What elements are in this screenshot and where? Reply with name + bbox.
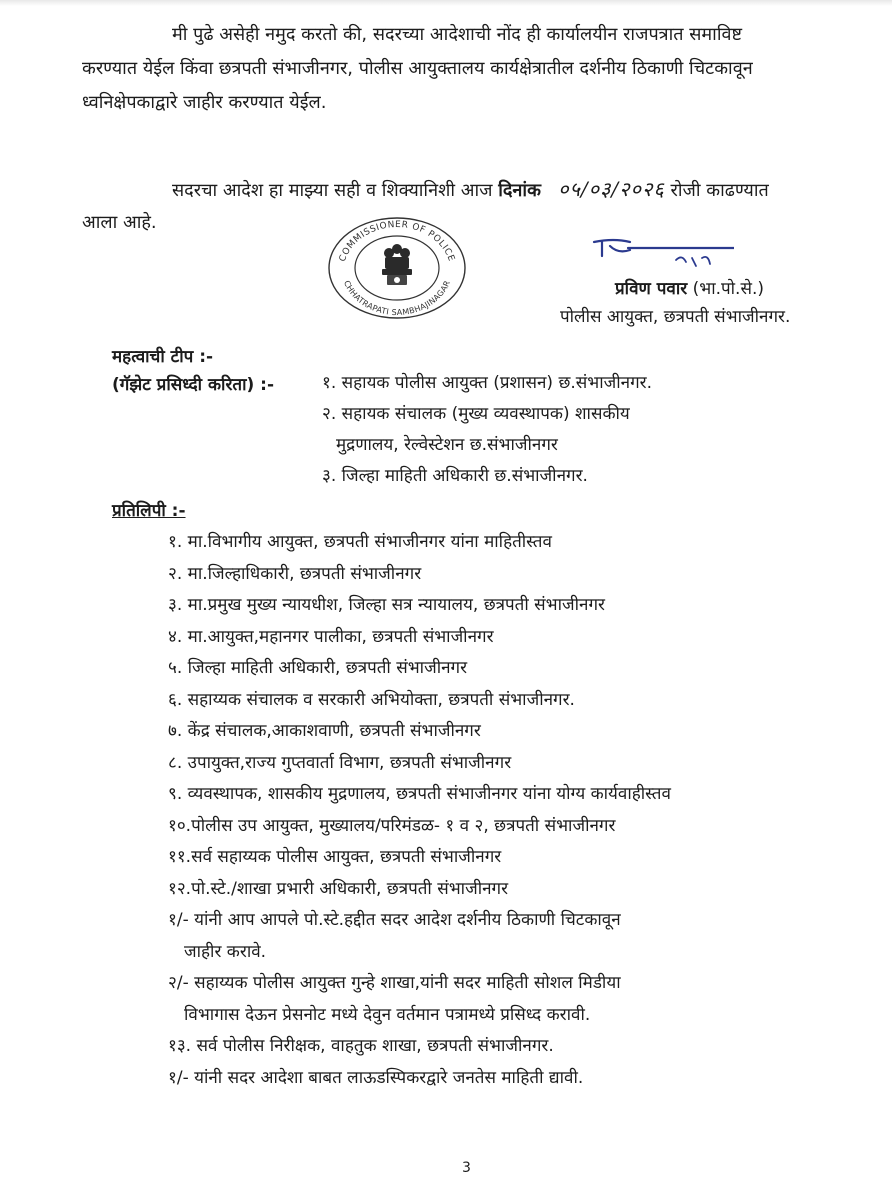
gazette-item-continuation: मुद्रणालय, रेल्वेस्टेशन छ.संभाजीनगर <box>336 435 558 455</box>
copy-item: ४. मा.आयुक्त,महानगर पालीका, छत्रपती संभाजीनगर <box>168 626 494 647</box>
copy-item: १. मा.विभागीय आयुक्त, छत्रपती संभाजीनगर यांना माहितीस्तव <box>168 532 552 552</box>
gazette-heading: (गॅझेट प्रसिध्दी करिता) :- <box>112 375 275 395</box>
copy-subitem: १/- यांनी सदर आदेशा बाबत लाऊडस्पिकरद्वारे जनतेस माहिती द्यावी. <box>168 1067 584 1088</box>
seal-bottom-text: CHHATRAPATI SAMBHAJINAGAR <box>341 279 453 318</box>
important-note-heading: महत्वाची टीप :- <box>112 347 214 367</box>
gazette-item: १. सहायक पोलीस आयुक्त (प्रशासन) छ.संभाजीनगर. <box>322 373 652 393</box>
copy-item: ५. जिल्हा माहिती अधिकारी, छत्रपती संभाजीनगर <box>168 658 468 678</box>
gazette-item: २. सहायक संचालक (मुख्य व्यवस्थापक) शासकीय <box>322 404 630 424</box>
paragraph1-line2: करण्यात येईल किंवा छत्रपती संभाजीनगर, पोलीस आयुक्तालय कार्यक्षेत्रातील दर्शनीय ठिकाणी चिटकावून <box>82 58 753 79</box>
page-number: 3 <box>462 1160 471 1176</box>
copies-list <box>168 527 671 1094</box>
page-edge-shadow <box>0 0 892 6</box>
copy-item: ८. उपायुक्त,राज्य गुप्तवार्ता विभाग, छत्रपती संभाजीनगर <box>168 752 512 773</box>
copy-subitem: १/- यांनी आप आपले पो.स्टे.हद्दीत सदर आदेश दर्शनीय ठिकाणी चिटकावून <box>168 910 621 930</box>
copy-item: ९. व्यवस्थापक, शासकीय मुद्रणालय, छत्रपती संभाजीनगर यांना योग्य कार्यवाहीस्तव <box>168 784 671 804</box>
paragraph2-post: रोजी काढण्यात <box>670 180 769 201</box>
copies-heading: प्रतिलिपी :- <box>112 501 186 521</box>
signatory-name-line <box>615 276 764 302</box>
copy-subitem: २/- सहाय्यक पोलीस आयुक्त गुन्हे शाखा,यांनी सदर माहिती सोशल मिडीया <box>168 973 621 993</box>
copy-subitem-continuation: विभागास देऊन प्रेसनोट मध्ये देवुन वर्तमान पत्रामध्ये प्रसिध्द करावी. <box>184 1004 591 1025</box>
copy-item: ६. सहाय्यक संचालक व सरकारी अभियोक्ता, छत्रपती संभाजीनगर. <box>168 689 575 710</box>
signatory-service: (भा.पो.से.) <box>692 279 764 299</box>
paragraph1-line1: मी पुढे असेही नमुद करतो की, सदरच्या आदेशाची नोंद ही कार्यालयीन राजपत्रात समाविष्ट <box>172 24 743 45</box>
signatory-designation: पोलीस आयुक्त, छत्रपती संभाजीनगर. <box>560 307 791 327</box>
copy-item: १२.पो.स्टे./शाखा प्रभारी अधिकारी, छत्रपती संभाजीनगर <box>168 878 509 899</box>
copy-item: ११.सर्व सहाय्यक पोलीस आयुक्त, छत्रपती संभाजीनगर <box>168 847 502 867</box>
copy-item: १३. सर्व पोलीस निरीक्षक, वाहतुक शाखा, छत्रपती संभाजीनगर. <box>168 1036 554 1056</box>
gazette-list <box>322 368 652 492</box>
copy-item: ३. मा.प्रमुख मुख्य न्यायधीश, जिल्हा सत्र न्यायालय, छत्रपती संभाजीनगर <box>168 595 605 615</box>
copy-subitem-continuation: जाहीर करावे. <box>184 941 267 962</box>
paragraph2-pre: सदरचा आदेश हा माझ्या सही व शिक्यानिशी आज <box>172 180 493 201</box>
seal-top-text: COMMISSIONER OF POLICE <box>337 219 457 264</box>
handwritten-signature <box>584 232 734 274</box>
gazette-item: ३. जिल्हा माहिती अधिकारी छ.संभाजीनगर. <box>322 466 588 486</box>
national-emblem-icon <box>382 244 412 285</box>
copy-item: २. मा.जिल्हाधिकारी, छत्रपती संभाजीनगर <box>168 563 422 584</box>
paragraph1-line3: ध्वनिक्षेपकाद्वारे जाहीर करण्यात येईल. <box>82 92 327 113</box>
signatory-name: प्रविण पवार <box>615 279 688 299</box>
paragraph2-line2: आला आहे. <box>82 212 157 233</box>
official-seal <box>325 215 469 321</box>
copy-item: १०.पोलीस उप आयुक्त, मुख्यालय/परिमंडळ- १ व २, छत्रपती संभाजीनगर <box>168 815 616 836</box>
handwritten-date: ०५/०३/२०२६ <box>558 177 665 201</box>
copy-item: ७. केंद्र संचालक,आकाशवाणी, छत्रपती संभाजीनगर <box>168 721 481 741</box>
date-label: दिनांक <box>498 180 541 201</box>
paragraph2-line1 <box>172 172 769 208</box>
